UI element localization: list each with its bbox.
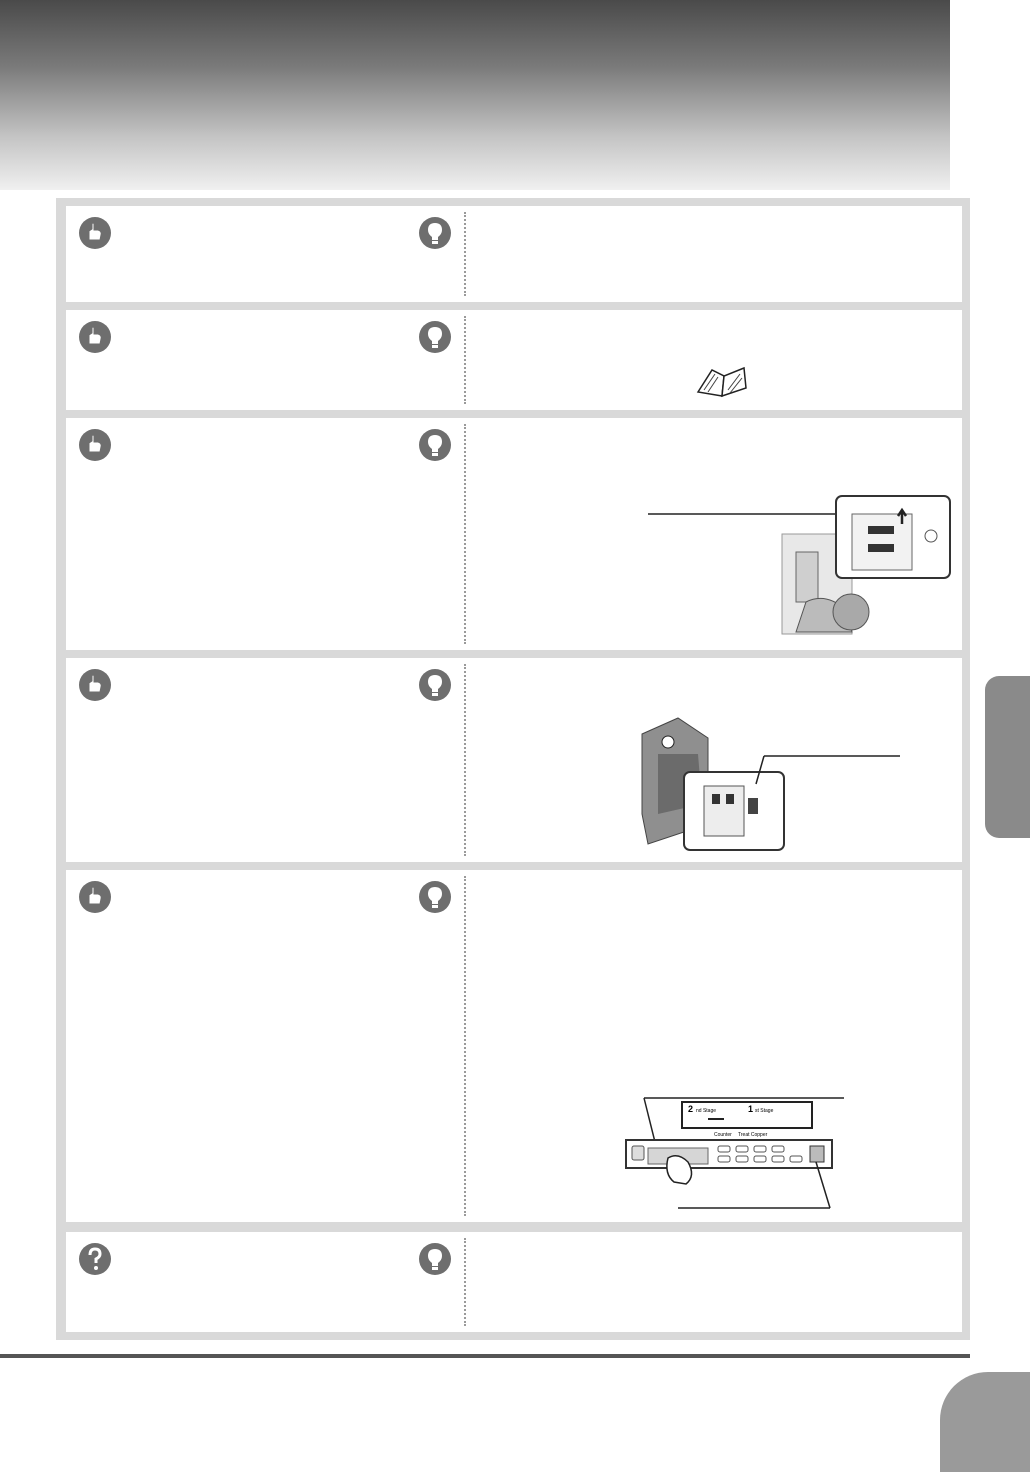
lightbulb-icon	[418, 880, 452, 914]
stage1-label: st Stage	[755, 1108, 774, 1114]
stage2-digit: 2	[688, 1104, 694, 1114]
column-divider	[464, 876, 466, 1216]
section-side-tab	[985, 676, 1030, 838]
pointing-hand-icon	[78, 320, 112, 354]
footer-rule	[0, 1354, 970, 1358]
column-divider	[464, 212, 466, 296]
open-book-icon	[694, 362, 750, 398]
column-divider	[464, 1238, 466, 1326]
panel-3	[66, 418, 962, 650]
panel-4	[66, 658, 962, 862]
lightbulb-icon	[418, 1242, 452, 1276]
stage1-digit: 1	[748, 1104, 754, 1114]
control-panel-illustration	[618, 1092, 858, 1220]
column-divider	[464, 664, 466, 856]
page-number-tab	[940, 1372, 1030, 1472]
header-banner	[0, 0, 950, 190]
column-divider	[464, 316, 466, 404]
stage2-label: nd Stage	[696, 1108, 717, 1114]
switch-detail-illustration	[646, 492, 956, 642]
panel-2	[66, 310, 962, 410]
pointing-hand-icon	[78, 428, 112, 462]
lightbulb-icon	[418, 428, 452, 462]
panel-6	[66, 1232, 962, 1332]
lightbulb-icon	[418, 668, 452, 702]
pointing-hand-icon	[78, 216, 112, 250]
lightbulb-icon	[418, 216, 452, 250]
panel-1	[66, 206, 962, 302]
question-mark-icon	[78, 1242, 112, 1276]
lightbulb-icon	[418, 320, 452, 354]
pointing-hand-icon	[78, 880, 112, 914]
treat-copper-indicator-label: Treat Copper	[738, 1132, 768, 1138]
counter-indicator-label: Counter	[714, 1132, 732, 1138]
panel-5	[66, 870, 962, 1222]
pointing-hand-icon	[78, 668, 112, 702]
column-divider	[464, 424, 466, 644]
connector-detail-illustration	[638, 714, 908, 854]
